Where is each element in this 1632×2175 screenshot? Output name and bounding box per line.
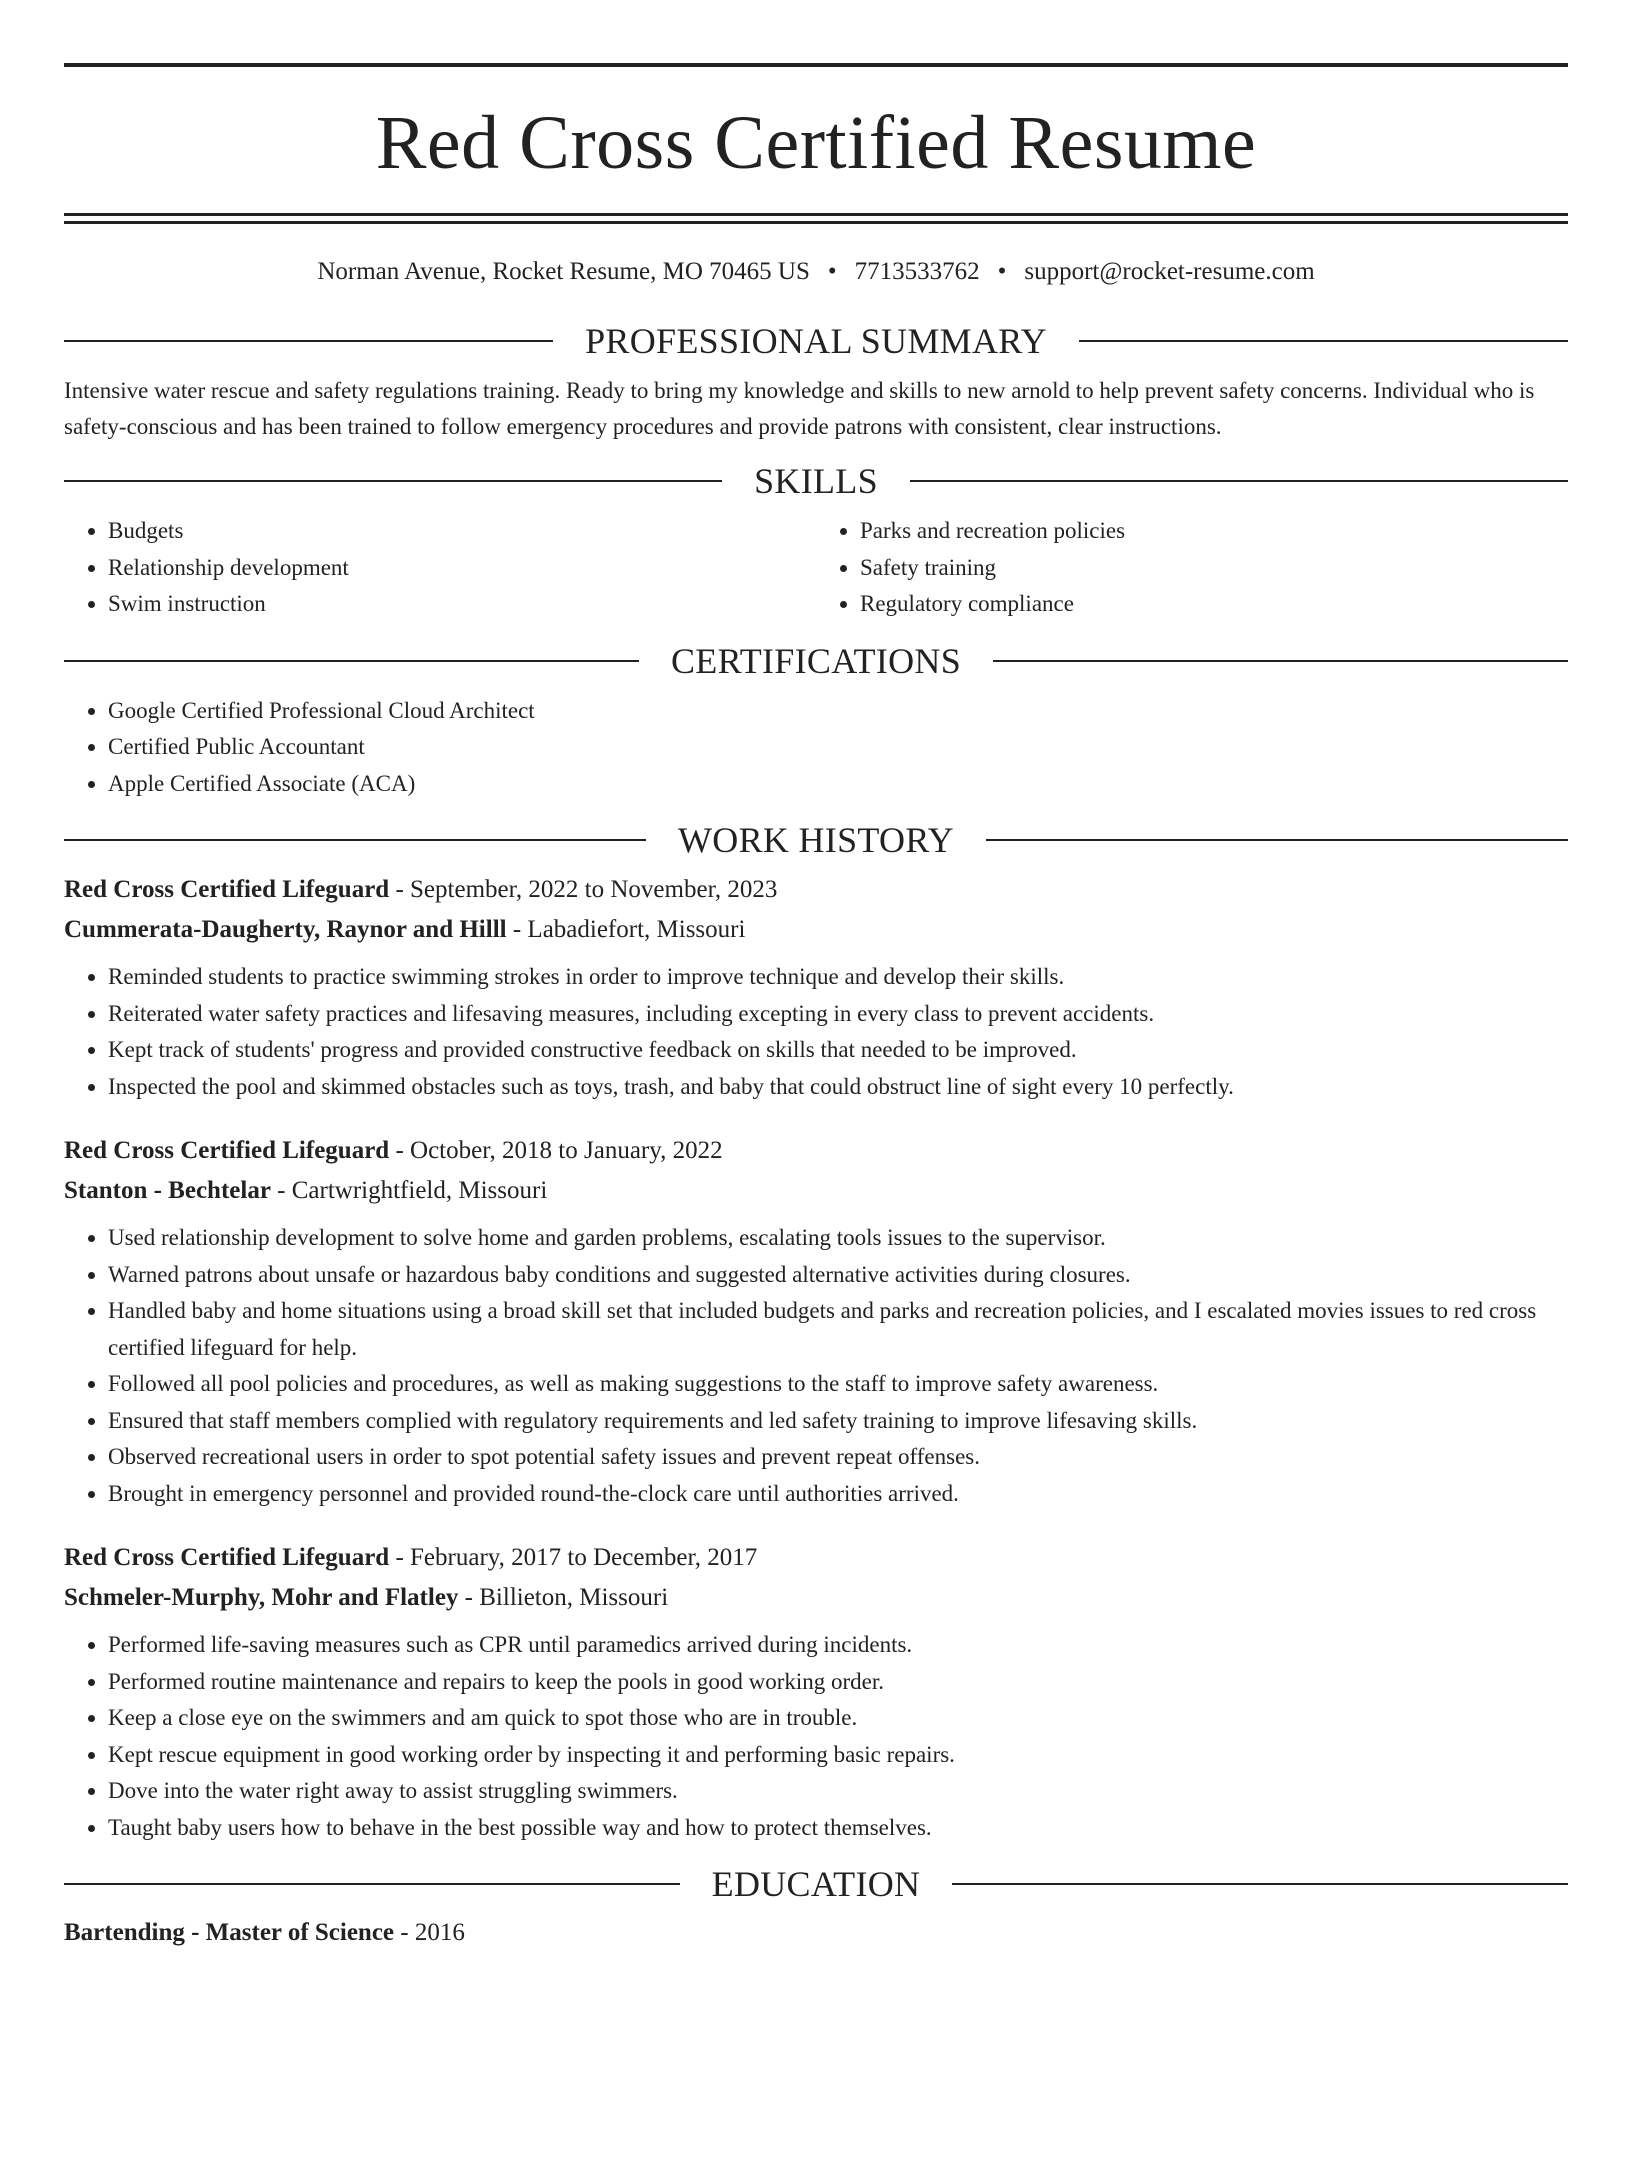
- contact-email: support@rocket-resume.com: [1024, 258, 1315, 285]
- job-bullet: • Brought in emergency personnel and provided round-the-clock care until authorities arrived.: [108, 1476, 1568, 1513]
- job-entry: [64, 1131, 1568, 1512]
- skills-heading: [64, 461, 1568, 501]
- job-company-line: [64, 910, 1568, 950]
- job-bullet: • Taught baby users how to behave in the best possible way and how to protect themselves.: [108, 1810, 1568, 1847]
- heading-rule: [952, 1883, 1568, 1885]
- job-company: Stanton - Bechtelar: [64, 1177, 271, 1204]
- skill-item: • Safety training: [860, 550, 1568, 587]
- job-dates: - February, 2017 to December, 2017: [389, 1544, 758, 1571]
- education-entry: [64, 1913, 1568, 1953]
- heading-rule: [986, 839, 1568, 841]
- skills-column-left: [64, 513, 816, 623]
- job-bullet: • Reiterated water safety practices and lifesaving measures, including excepting in every class to prevent accidents.: [108, 996, 1568, 1033]
- work-history-heading-label: WORK HISTORY: [678, 820, 954, 860]
- resume-page: [0, 63, 1632, 2175]
- job-bullet: • Warned patrons about unsafe or hazardous baby conditions and suggested alternative activities during closures.: [108, 1257, 1568, 1294]
- job-bullet: • Kept rescue equipment in good working order by inspecting it and performing basic repairs.: [108, 1737, 1568, 1774]
- job-company-line: [64, 1578, 1568, 1618]
- education-year: - 2016: [394, 1919, 465, 1946]
- job-location: - Cartwrightfield, Missouri: [270, 1177, 548, 1204]
- certifications-heading: [64, 641, 1568, 681]
- heading-rule: [64, 660, 639, 662]
- job-bullet: • Used relationship development to solve home and garden problems, escalating tools issues to the supervisor.: [108, 1220, 1568, 1257]
- skill-item: • Parks and recreation policies: [860, 513, 1568, 550]
- top-rule: [64, 63, 1568, 67]
- skills-column-right: [816, 513, 1568, 623]
- resume-title: Red Cross Certified Resume: [375, 101, 1257, 185]
- skill-item: • Swim instruction: [108, 586, 816, 623]
- job-bullet: • Performed routine maintenance and repairs to keep the pools in good working order.: [108, 1664, 1568, 1701]
- job-bullets: [64, 959, 1568, 1105]
- heading-rule: [1079, 340, 1568, 342]
- skill-item: • Relationship development: [108, 550, 816, 587]
- heading-rule: [910, 480, 1568, 482]
- heading-rule: [64, 340, 553, 342]
- job-title-line: [64, 1131, 1568, 1171]
- job-dates: - October, 2018 to January, 2022: [389, 1137, 723, 1164]
- skill-item: • Regulatory compliance: [860, 586, 1568, 623]
- certifications-list: [64, 693, 1568, 803]
- job-bullet: • Followed all pool policies and procedures, as well as making suggestions to the staff to improve safety awareness.: [108, 1366, 1568, 1403]
- job-bullet: • Ensured that staff members complied with regulatory requirements and led safety training to improve lifesaving skills.: [108, 1403, 1568, 1440]
- job-title-line: [64, 1538, 1568, 1578]
- education-degree: Bartending - Master of Science: [64, 1919, 395, 1946]
- job-title: Red Cross Certified Lifeguard: [64, 1137, 390, 1164]
- job-bullet: • Reminded students to practice swimming strokes in order to improve technique and develop their skills.: [108, 959, 1568, 996]
- job-company: Cummerata-Daugherty, Raynor and Hilll: [64, 916, 507, 943]
- heading-rule: [993, 660, 1568, 662]
- job-bullet: • Performed life-saving measures such as CPR until paramedics arrived during incidents.: [108, 1627, 1568, 1664]
- summary-heading-label: PROFESSIONAL SUMMARY: [585, 321, 1047, 361]
- contact-separator: •: [997, 258, 1007, 285]
- skills-list: [64, 513, 1568, 623]
- heading-rule: [64, 839, 646, 841]
- contact-address: Norman Avenue, Rocket Resume, MO 70465 US: [317, 258, 810, 285]
- summary-text: Intensive water rescue and safety regulations training. Ready to bring my knowledge and skills to new arnold to help prevent safety concerns. Individual who is safety-conscious and has been trained to follow emergency procedures and provide patrons with consistent, clear instructions.: [64, 378, 1535, 439]
- job-location: - Billieton, Missouri: [458, 1584, 669, 1611]
- job-bullets: [64, 1220, 1568, 1512]
- certification-item: • Google Certified Professional Cloud Architect: [108, 693, 1568, 730]
- skill-item: • Budgets: [108, 513, 816, 550]
- job-title: Red Cross Certified Lifeguard: [64, 1544, 390, 1571]
- job-bullet: • Kept track of students' progress and provided constructive feedback on skills that needed to be improved.: [108, 1032, 1568, 1069]
- job-dates: - September, 2022 to November, 2023: [389, 876, 778, 903]
- job-company-line: [64, 1171, 1568, 1211]
- job-bullet: • Handled baby and home situations using a broad skill set that included budgets and parks and recreation policies, and I escalated movies issues to red cross certified lifeguard for help.: [108, 1293, 1568, 1366]
- job-bullets: [64, 1627, 1568, 1846]
- job-title: Red Cross Certified Lifeguard: [64, 876, 390, 903]
- work-history-heading: [64, 820, 1568, 860]
- job-bullet: • Observed recreational users in order to spot potential safety issues and prevent repeat offenses.: [108, 1439, 1568, 1476]
- certifications-heading-label: CERTIFICATIONS: [670, 640, 962, 681]
- job-entry: [64, 870, 1568, 1105]
- job-bullet: • Dove into the water right away to assist struggling swimmers.: [108, 1773, 1568, 1810]
- job-title-line: [64, 870, 1568, 910]
- contact-separator: •: [827, 258, 837, 285]
- job-bullet: • Keep a close eye on the swimmers and am quick to spot those who are in trouble.: [108, 1700, 1568, 1737]
- job-bullet: • Inspected the pool and skimmed obstacles such as toys, trash, and baby that could obstruct line of sight every 10 perfectly.: [108, 1069, 1568, 1106]
- certification-item: • Certified Public Accountant: [108, 729, 1568, 766]
- summary-heading: [64, 321, 1568, 361]
- contact-line: [64, 257, 1568, 287]
- heading-rule: [64, 480, 722, 482]
- title-double-rule: [64, 213, 1568, 224]
- education-heading: [64, 1864, 1568, 1904]
- certification-item: • Apple Certified Associate (ACA): [108, 766, 1568, 803]
- heading-rule: [64, 1883, 680, 1885]
- job-entry: [64, 1538, 1568, 1846]
- education-heading-label: EDUCATION: [711, 1864, 921, 1904]
- job-location: - Labadiefort, Missouri: [506, 916, 746, 943]
- skills-heading-label: SKILLS: [754, 461, 878, 501]
- contact-phone: 7713533762: [854, 258, 980, 285]
- job-company: Schmeler-Murphy, Mohr and Flatley: [64, 1584, 459, 1611]
